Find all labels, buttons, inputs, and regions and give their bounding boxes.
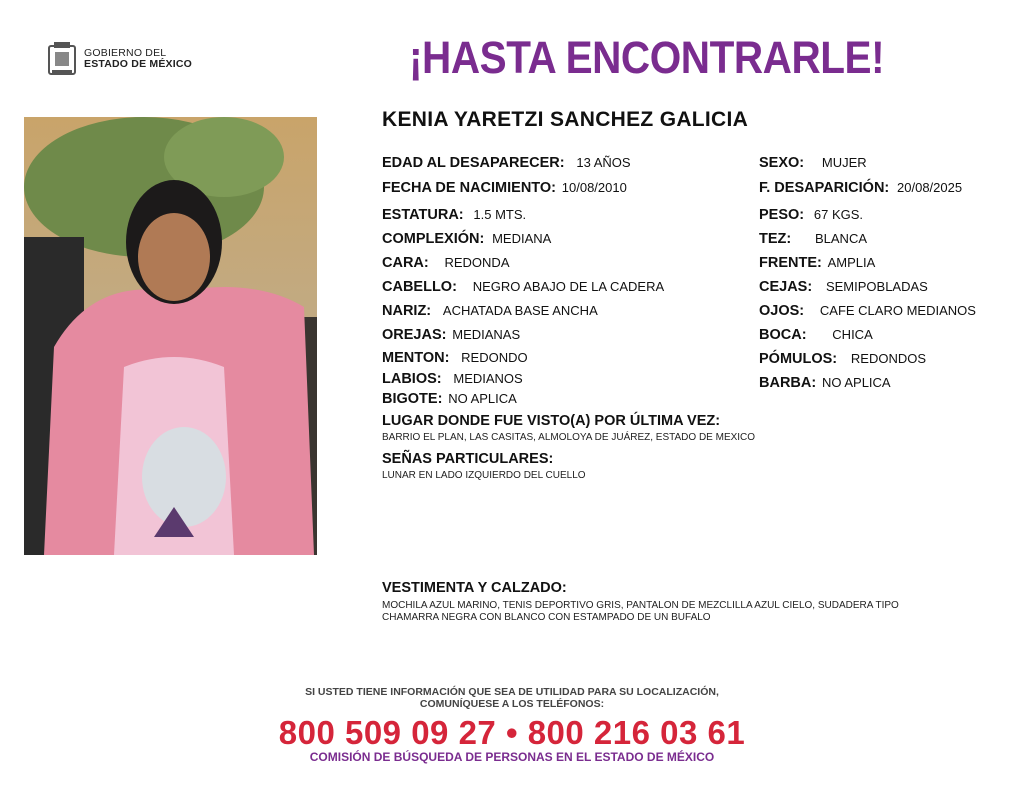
detail-mouth: [759, 327, 873, 343]
detail-value: MUJER: [821, 155, 867, 170]
marks-label: SEÑAS PARTICULARES:: [382, 451, 554, 467]
contact-info: [0, 686, 1024, 710]
detail-label: BIGOTE:: [382, 391, 443, 407]
detail-label: TEZ:: [759, 231, 792, 247]
info-line2: COMUNÍQUESE A LOS TELÉFONOS:: [419, 698, 605, 710]
detail-forehead: [759, 255, 875, 271]
clothing-line1: MOCHILA AZUL MARINO, TENIS DEPORTIVO GRIS, PANTALON DE MEZCLILLA AZUL CIELO, SUDADERA TIPO: [382, 600, 899, 611]
detail-label: PESO:: [759, 207, 805, 223]
detail-label: BARBA:: [759, 375, 817, 391]
marks-value: LUNAR EN LADO IZQUIERDO DEL CUELLO: [382, 470, 586, 481]
detail-value: 13 AÑOS: [576, 155, 631, 170]
detail-label: FECHA DE NACIMIENTO:: [382, 180, 556, 196]
detail-value: NEGRO ABAJO DE LA CADERA: [472, 279, 665, 294]
detail-value: MEDIANOS: [453, 371, 523, 386]
detail-value: CAFE CLARO MEDIANOS: [819, 303, 976, 318]
detail-label: ESTATURA:: [382, 207, 464, 223]
detail-value: ACHATADA BASE ANCHA: [442, 303, 598, 318]
detail-eyes: [759, 303, 976, 319]
detail-nose: [382, 303, 598, 319]
detail-weight: [759, 207, 863, 223]
detail-face: [382, 255, 510, 271]
info-line1: SI USTED TIENE INFORMACIÓN QUE SEA DE UTILIDAD PARA SU LOCALIZACIÓN,: [305, 686, 719, 698]
detail-label: CEJAS:: [759, 279, 813, 295]
detail-lips: [382, 371, 523, 387]
person-photo: [24, 117, 317, 555]
detail-value: NO APLICA: [448, 391, 517, 406]
detail-beard: [759, 375, 891, 391]
detail-value: REDONDOS: [850, 351, 927, 366]
detail-value: MEDIANA: [492, 231, 552, 246]
detail-label: LABIOS:: [382, 371, 442, 387]
detail-label: NARIZ:: [382, 303, 432, 319]
detail-value: 10/08/2010: [561, 180, 627, 195]
detail-ears: [382, 327, 520, 343]
detail-label: PÓMULOS:: [759, 351, 838, 367]
phone-number-1[interactable]: 800 509 09 27: [278, 714, 497, 751]
detail-hair: [382, 279, 664, 295]
detail-complexion: [759, 231, 867, 247]
clothing-label: VESTIMENTA Y CALZADO:: [382, 580, 567, 596]
phone-separator: •: [505, 714, 519, 751]
detail-eyebrows: [759, 279, 928, 295]
detail-value: AMPLIA: [827, 255, 876, 270]
last-seen-value: BARRIO EL PLAN, LAS CASITAS, ALMOLOYA DE JUÁREZ, ESTADO DE MEXICO: [382, 432, 756, 443]
logo-line1: GOBIERNO DEL: [84, 47, 167, 59]
detail-label: BOCA:: [759, 327, 807, 343]
state-seal-icon: [46, 40, 78, 78]
detail-value: 1.5 MTS.: [473, 207, 527, 222]
detail-label: OREJAS:: [382, 327, 447, 343]
government-logo: [46, 40, 192, 78]
detail-label: COMPLEXIÓN:: [382, 231, 485, 247]
detail-chin: [382, 350, 528, 366]
detail-label: MENTON:: [382, 350, 450, 366]
clothing-line2: CHAMARRA NEGRA CON BLANCO CON ESTAMPADO DE UN BUFALO: [382, 612, 711, 623]
detail-value: REDONDA: [444, 255, 510, 270]
detail-value: 67 KGS.: [813, 207, 864, 222]
phone-numbers: [0, 714, 1024, 752]
detail-value: NO APLICA: [821, 375, 891, 390]
detail-label: SEXO:: [759, 155, 805, 171]
detail-label: CARA:: [382, 255, 429, 271]
logo-text: [84, 48, 192, 70]
last-seen-label: LUGAR DONDE FUE VISTO(A) POR ÚLTIMA VEZ:: [382, 413, 721, 429]
detail-height: [382, 207, 526, 223]
poster-title: ¡HASTA ENCONTRARLE!: [409, 32, 885, 83]
detail-value: CHICA: [832, 327, 873, 342]
phone-number-2[interactable]: 800 216 03 61: [527, 714, 746, 751]
detail-value: 20/08/2025: [897, 180, 963, 195]
commission-name: COMISIÓN DE BÚSQUEDA DE PERSONAS EN EL ESTADO DE MÉXICO: [309, 750, 715, 764]
detail-value: REDONDO: [461, 350, 528, 365]
detail-value: BLANCA: [814, 231, 868, 246]
detail-cheekbones: [759, 351, 926, 367]
detail-value: SEMIPOBLADAS: [825, 279, 928, 294]
detail-label: EDAD AL DESAPARECER:: [382, 155, 565, 171]
detail-birthdate: [382, 180, 627, 196]
detail-label: OJOS:: [759, 303, 805, 319]
detail-label: CABELLO:: [382, 279, 457, 295]
detail-label: F. DESAPARICIÓN:: [759, 180, 890, 196]
detail-disappearance-date: [759, 180, 962, 196]
person-name: KENIA YARETZI SANCHEZ GALICIA: [382, 108, 749, 131]
logo-line2: ESTADO DE MÉXICO: [84, 58, 193, 70]
detail-mustache: [382, 391, 517, 407]
detail-build: [382, 231, 551, 247]
detail-age: [382, 155, 631, 171]
detail-sex: [759, 155, 867, 171]
detail-value: MEDIANAS: [452, 327, 521, 342]
detail-label: FRENTE:: [759, 255, 822, 271]
